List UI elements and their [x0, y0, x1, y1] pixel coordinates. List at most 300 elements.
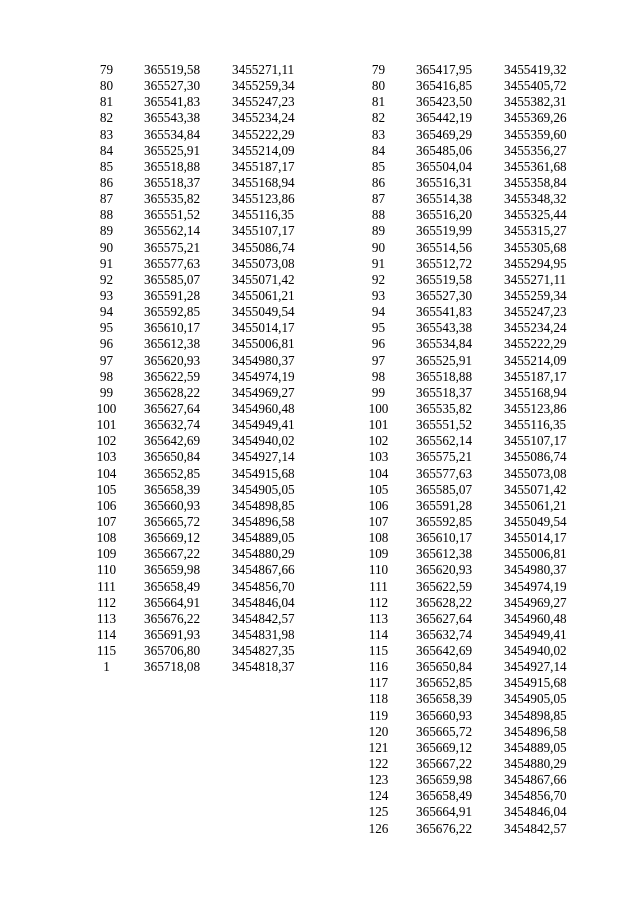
- table-row: [88, 240, 315, 256]
- point-number-cell: 80: [99, 78, 114, 94]
- x-coordinate-cell: 365612,38: [144, 336, 201, 352]
- y-coordinate-cell: 3454940,02: [504, 643, 567, 659]
- x-coordinate-cell: 365658,49: [416, 788, 473, 804]
- x-coordinate-cell: 365519,58: [416, 271, 473, 287]
- y-coordinate-cell: 3455168,94: [504, 384, 567, 400]
- y-coordinate-cell: 3455014,17: [232, 320, 295, 336]
- y-coordinate-cell: 3454898,85: [504, 707, 567, 723]
- x-coordinate-cell: 365562,14: [144, 223, 201, 239]
- y-coordinate-cell: 3454940,02: [232, 433, 295, 449]
- point-number-cell: 87: [99, 191, 114, 207]
- y-coordinate-cell: 3454880,29: [504, 756, 567, 772]
- y-coordinate-cell: 3454856,70: [232, 578, 295, 594]
- y-coordinate-cell: 3455107,17: [232, 223, 295, 239]
- x-coordinate-cell: 365577,63: [416, 465, 473, 481]
- point-number-cell: 89: [99, 223, 114, 239]
- x-coordinate-cell: 365628,22: [416, 594, 473, 610]
- table-row: [360, 466, 587, 482]
- point-number-cell: 1: [103, 659, 110, 675]
- point-number-cell: 125: [368, 804, 389, 820]
- table-row: [360, 740, 587, 756]
- x-coordinate-cell: 365543,38: [144, 110, 201, 126]
- y-coordinate-cell: 3454831,98: [232, 626, 295, 642]
- table-row: [360, 772, 587, 788]
- x-coordinate-cell: 365423,50: [416, 94, 473, 110]
- table-row: [360, 127, 587, 143]
- y-coordinate-cell: 3455168,94: [232, 174, 295, 190]
- table-row: [88, 336, 315, 352]
- y-coordinate-cell: 3454896,58: [232, 513, 295, 529]
- point-number-cell: 97: [99, 352, 114, 368]
- table-row: [360, 595, 587, 611]
- x-coordinate-cell: 365622,59: [144, 368, 201, 384]
- table-row: [360, 369, 587, 385]
- table-row: [88, 223, 315, 239]
- table-row: [88, 288, 315, 304]
- table-row: [360, 788, 587, 804]
- table-row: [360, 159, 587, 175]
- table-row: [88, 191, 315, 207]
- table-row: [360, 530, 587, 546]
- table-row: [360, 579, 587, 595]
- x-coordinate-cell: 365628,22: [144, 384, 201, 400]
- point-number-cell: 89: [371, 223, 386, 239]
- x-coordinate-cell: 365518,88: [144, 158, 201, 174]
- table-row: [360, 272, 587, 288]
- x-coordinate-cell: 365577,63: [144, 255, 201, 271]
- point-number-cell: 94: [371, 304, 386, 320]
- x-coordinate-cell: 365664,91: [144, 594, 201, 610]
- x-coordinate-cell: 365660,93: [416, 707, 473, 723]
- x-coordinate-cell: 365585,07: [416, 481, 473, 497]
- table-row: [88, 433, 315, 449]
- table-row: [360, 191, 587, 207]
- x-coordinate-cell: 365592,85: [144, 304, 201, 320]
- y-coordinate-cell: 3454960,48: [232, 400, 295, 416]
- x-coordinate-cell: 365519,99: [416, 223, 473, 239]
- table-row: [88, 611, 315, 627]
- y-coordinate-cell: 3455222,29: [232, 126, 295, 142]
- point-number-cell: 118: [368, 691, 389, 707]
- y-coordinate-cell: 3455086,74: [232, 239, 295, 255]
- point-number-cell: 112: [96, 594, 117, 610]
- x-coordinate-cell: 365504,04: [416, 158, 473, 174]
- x-coordinate-cell: 365591,28: [144, 287, 201, 303]
- table-row: [360, 385, 587, 401]
- point-number-cell: 82: [371, 110, 386, 126]
- table-row: [360, 143, 587, 159]
- x-coordinate-cell: 365620,93: [416, 562, 473, 578]
- y-coordinate-cell: 3454927,14: [504, 659, 567, 675]
- point-number-cell: 98: [371, 368, 386, 384]
- point-number-cell: 105: [368, 481, 389, 497]
- point-number-cell: 84: [371, 142, 386, 158]
- table-row: [88, 466, 315, 482]
- y-coordinate-cell: 3455107,17: [504, 433, 567, 449]
- x-coordinate-cell: 365518,37: [416, 384, 473, 400]
- table-row: [360, 562, 587, 578]
- y-coordinate-cell: 3454927,14: [232, 449, 295, 465]
- y-coordinate-cell: 3454818,37: [232, 659, 295, 675]
- point-number-cell: 108: [96, 530, 117, 546]
- table-row: [360, 110, 587, 126]
- point-number-cell: 86: [371, 174, 386, 190]
- y-coordinate-cell: 3454846,04: [232, 594, 295, 610]
- point-number-cell: 120: [368, 723, 389, 739]
- point-number-cell: 92: [99, 271, 114, 287]
- point-number-cell: 96: [371, 336, 386, 352]
- x-coordinate-cell: 365551,52: [416, 417, 473, 433]
- point-number-cell: 101: [368, 417, 389, 433]
- x-coordinate-cell: 365519,58: [144, 62, 201, 77]
- point-number-cell: 93: [99, 287, 114, 303]
- y-coordinate-cell: 3455071,42: [504, 481, 567, 497]
- x-coordinate-cell: 365525,91: [416, 352, 473, 368]
- x-coordinate-cell: 365585,07: [144, 271, 201, 287]
- x-coordinate-cell: 365642,69: [144, 433, 201, 449]
- point-number-cell: 122: [368, 756, 389, 772]
- y-coordinate-cell: 3455259,34: [232, 78, 295, 94]
- y-coordinate-cell: 3454905,05: [504, 691, 567, 707]
- point-number-cell: 98: [99, 368, 114, 384]
- x-coordinate-cell: 365417,95: [416, 62, 473, 77]
- point-number-cell: 88: [371, 207, 386, 223]
- table-row: [360, 724, 587, 740]
- y-coordinate-cell: 3454949,41: [232, 417, 295, 433]
- point-number-cell: 90: [371, 239, 386, 255]
- point-number-cell: 103: [96, 449, 117, 465]
- table-row: [360, 675, 587, 691]
- x-coordinate-cell: 365575,21: [144, 239, 201, 255]
- y-coordinate-cell: 3455049,54: [232, 304, 295, 320]
- point-number-cell: 109: [368, 546, 389, 562]
- y-coordinate-cell: 3455359,60: [504, 126, 567, 142]
- y-coordinate-cell: 3455071,42: [232, 271, 295, 287]
- table-row: [88, 272, 315, 288]
- table-row: [360, 756, 587, 772]
- table-row: [88, 143, 315, 159]
- x-coordinate-cell: 365518,88: [416, 368, 473, 384]
- y-coordinate-cell: 3454980,37: [504, 562, 567, 578]
- y-coordinate-cell: 3455061,21: [504, 497, 567, 513]
- y-coordinate-cell: 3454856,70: [504, 788, 567, 804]
- point-number-cell: 85: [99, 158, 114, 174]
- x-coordinate-cell: 365669,12: [416, 739, 473, 755]
- table-row: [360, 401, 587, 417]
- x-coordinate-cell: 365592,85: [416, 513, 473, 529]
- table-row: [360, 498, 587, 514]
- x-coordinate-cell: 365676,22: [144, 610, 201, 626]
- x-coordinate-cell: 365551,52: [144, 207, 201, 223]
- point-number-cell: 114: [368, 626, 389, 642]
- point-number-cell: 80: [371, 78, 386, 94]
- point-number-cell: 92: [371, 271, 386, 287]
- y-coordinate-cell: 3455123,86: [232, 191, 295, 207]
- x-coordinate-cell: 365658,49: [144, 578, 201, 594]
- x-coordinate-cell: 365543,38: [416, 320, 473, 336]
- y-coordinate-cell: 3455234,24: [232, 110, 295, 126]
- y-coordinate-cell: 3455315,27: [504, 223, 567, 239]
- table-row: [88, 385, 315, 401]
- x-coordinate-cell: 365658,39: [416, 691, 473, 707]
- x-coordinate-cell: 365612,38: [416, 546, 473, 562]
- table-row: [360, 304, 587, 320]
- x-coordinate-cell: 365669,12: [144, 530, 201, 546]
- y-coordinate-cell: 3454980,37: [232, 352, 295, 368]
- point-number-cell: 82: [99, 110, 114, 126]
- table-row: [88, 353, 315, 369]
- point-number-cell: 119: [368, 707, 389, 723]
- table-row: [88, 449, 315, 465]
- x-coordinate-cell: 365610,17: [416, 530, 473, 546]
- table-row: [88, 127, 315, 143]
- point-number-cell: 103: [368, 449, 389, 465]
- point-number-cell: 100: [96, 400, 117, 416]
- coordinates-table-right: [360, 62, 587, 837]
- table-row: [360, 78, 587, 94]
- y-coordinate-cell: 3455006,81: [504, 546, 567, 562]
- point-number-cell: 83: [371, 126, 386, 142]
- y-coordinate-cell: 3455234,24: [504, 320, 567, 336]
- y-coordinate-cell: 3455187,17: [504, 368, 567, 384]
- x-coordinate-cell: 365516,31: [416, 174, 473, 190]
- point-number-cell: 104: [96, 465, 117, 481]
- point-number-cell: 102: [368, 433, 389, 449]
- point-number-cell: 106: [96, 497, 117, 513]
- table-row: [88, 110, 315, 126]
- x-coordinate-cell: 365632,74: [416, 626, 473, 642]
- y-coordinate-cell: 3455073,08: [232, 255, 295, 271]
- y-coordinate-cell: 3455382,31: [504, 94, 567, 110]
- table-row: [88, 94, 315, 110]
- point-number-cell: 126: [368, 820, 389, 836]
- table-row: [88, 159, 315, 175]
- table-row: [360, 353, 587, 369]
- y-coordinate-cell: 3454898,85: [232, 497, 295, 513]
- x-coordinate-cell: 365718,08: [144, 659, 201, 675]
- table-row: [88, 62, 315, 78]
- table-row: [360, 417, 587, 433]
- table-row: [360, 546, 587, 562]
- point-number-cell: 124: [368, 788, 389, 804]
- table-row: [360, 514, 587, 530]
- point-number-cell: 106: [368, 497, 389, 513]
- point-number-cell: 95: [99, 320, 114, 336]
- table-row: [88, 627, 315, 643]
- point-number-cell: 111: [369, 578, 388, 594]
- table-row: [360, 691, 587, 707]
- y-coordinate-cell: 3455123,86: [504, 400, 567, 416]
- table-row: [88, 482, 315, 498]
- table-row: [88, 417, 315, 433]
- x-coordinate-cell: 365632,74: [144, 417, 201, 433]
- x-coordinate-cell: 365514,56: [416, 239, 473, 255]
- table-row: [88, 579, 315, 595]
- point-number-cell: 94: [99, 304, 114, 320]
- point-number-cell: 110: [368, 562, 389, 578]
- point-number-cell: 101: [96, 417, 117, 433]
- x-coordinate-cell: 365527,30: [416, 287, 473, 303]
- x-coordinate-cell: 365660,93: [144, 497, 201, 513]
- x-coordinate-cell: 365518,37: [144, 174, 201, 190]
- table-row: [360, 175, 587, 191]
- point-number-cell: 115: [96, 643, 117, 659]
- y-coordinate-cell: 3454842,57: [504, 820, 567, 836]
- x-coordinate-cell: 365525,91: [144, 142, 201, 158]
- table-row: [88, 498, 315, 514]
- point-number-cell: 84: [99, 142, 114, 158]
- point-number-cell: 83: [99, 126, 114, 142]
- x-coordinate-cell: 365642,69: [416, 643, 473, 659]
- table-row: [360, 708, 587, 724]
- y-coordinate-cell: 3455294,95: [504, 255, 567, 271]
- y-coordinate-cell: 3455086,74: [504, 449, 567, 465]
- x-coordinate-cell: 365562,14: [416, 433, 473, 449]
- table-row: [360, 336, 587, 352]
- x-coordinate-cell: 365516,20: [416, 207, 473, 223]
- x-coordinate-cell: 365667,22: [416, 756, 473, 772]
- table-row: [88, 320, 315, 336]
- y-coordinate-cell: 3455116,35: [504, 417, 567, 433]
- x-coordinate-cell: 365667,22: [144, 546, 201, 562]
- y-coordinate-cell: 3455116,35: [232, 207, 295, 223]
- x-coordinate-cell: 365658,39: [144, 481, 201, 497]
- table-row: [88, 304, 315, 320]
- y-coordinate-cell: 3454842,57: [232, 610, 295, 626]
- x-coordinate-cell: 365534,84: [416, 336, 473, 352]
- y-coordinate-cell: 3454915,68: [504, 675, 567, 691]
- x-coordinate-cell: 365527,30: [144, 78, 201, 94]
- point-number-cell: 97: [371, 352, 386, 368]
- y-coordinate-cell: 3455006,81: [232, 336, 295, 352]
- table-row: [88, 595, 315, 611]
- table-row: [360, 821, 587, 837]
- x-coordinate-cell: 365534,84: [144, 126, 201, 142]
- table-row: [88, 175, 315, 191]
- table-row: [360, 240, 587, 256]
- point-number-cell: 107: [96, 513, 117, 529]
- y-coordinate-cell: 3454949,41: [504, 626, 567, 642]
- table-row: [88, 256, 315, 272]
- point-number-cell: 81: [99, 94, 114, 110]
- x-coordinate-cell: 365620,93: [144, 352, 201, 368]
- y-coordinate-cell: 3454969,27: [504, 594, 567, 610]
- point-number-cell: 114: [96, 626, 117, 642]
- table-row: [88, 78, 315, 94]
- point-number-cell: 117: [368, 675, 389, 691]
- x-coordinate-cell: 365541,83: [416, 304, 473, 320]
- point-number-cell: 85: [371, 158, 386, 174]
- x-coordinate-cell: 365627,64: [416, 610, 473, 626]
- y-coordinate-cell: 3455419,32: [504, 62, 567, 77]
- y-coordinate-cell: 3454974,19: [232, 368, 295, 384]
- point-number-cell: 87: [371, 191, 386, 207]
- y-coordinate-cell: 3454846,04: [504, 804, 567, 820]
- x-coordinate-cell: 365610,17: [144, 320, 201, 336]
- x-coordinate-cell: 365627,64: [144, 400, 201, 416]
- y-coordinate-cell: 3454969,27: [232, 384, 295, 400]
- point-number-cell: 110: [96, 562, 117, 578]
- x-coordinate-cell: 365665,72: [416, 723, 473, 739]
- table-row: [360, 256, 587, 272]
- y-coordinate-cell: 3455049,54: [504, 513, 567, 529]
- table-row: [360, 804, 587, 820]
- point-number-cell: 90: [99, 239, 114, 255]
- point-number-cell: 91: [99, 255, 114, 271]
- table-row: [360, 223, 587, 239]
- table-row: [360, 482, 587, 498]
- point-number-cell: 121: [368, 739, 389, 755]
- y-coordinate-cell: 3455369,26: [504, 110, 567, 126]
- point-number-cell: 109: [96, 546, 117, 562]
- y-coordinate-cell: 3455358,84: [504, 174, 567, 190]
- y-coordinate-cell: 3455061,21: [232, 287, 295, 303]
- table-row: [88, 530, 315, 546]
- table-row: [88, 401, 315, 417]
- y-coordinate-cell: 3455222,29: [504, 336, 567, 352]
- point-number-cell: 104: [368, 465, 389, 481]
- point-number-cell: 108: [368, 530, 389, 546]
- y-coordinate-cell: 3454889,05: [504, 739, 567, 755]
- point-number-cell: 88: [99, 207, 114, 223]
- x-coordinate-cell: 365485,06: [416, 142, 473, 158]
- point-number-cell: 95: [371, 320, 386, 336]
- table-row: [360, 659, 587, 675]
- point-number-cell: 81: [371, 94, 386, 110]
- y-coordinate-cell: 3454915,68: [232, 465, 295, 481]
- y-coordinate-cell: 3455073,08: [504, 465, 567, 481]
- point-number-cell: 91: [371, 255, 386, 271]
- point-number-cell: 123: [368, 772, 389, 788]
- table-row: [88, 207, 315, 223]
- x-coordinate-cell: 365691,93: [144, 626, 201, 642]
- table-row: [88, 369, 315, 385]
- point-number-cell: 79: [99, 62, 114, 77]
- y-coordinate-cell: 3455271,11: [232, 62, 295, 77]
- point-number-cell: 99: [371, 384, 386, 400]
- x-coordinate-cell: 365442,19: [416, 110, 473, 126]
- x-coordinate-cell: 365622,59: [416, 578, 473, 594]
- x-coordinate-cell: 365514,38: [416, 191, 473, 207]
- point-number-cell: 107: [368, 513, 389, 529]
- table-row: [88, 643, 315, 659]
- y-coordinate-cell: 3454974,19: [504, 578, 567, 594]
- x-coordinate-cell: 365664,91: [416, 804, 473, 820]
- point-number-cell: 105: [96, 481, 117, 497]
- y-coordinate-cell: 3455247,23: [504, 304, 567, 320]
- y-coordinate-cell: 3454867,66: [232, 562, 295, 578]
- x-coordinate-cell: 365659,98: [416, 772, 473, 788]
- point-number-cell: 100: [368, 400, 389, 416]
- y-coordinate-cell: 3455214,09: [504, 352, 567, 368]
- y-coordinate-cell: 3455305,68: [504, 239, 567, 255]
- x-coordinate-cell: 365652,85: [416, 675, 473, 691]
- x-coordinate-cell: 365535,82: [416, 400, 473, 416]
- y-coordinate-cell: 3455214,09: [232, 142, 295, 158]
- x-coordinate-cell: 365659,98: [144, 562, 201, 578]
- x-coordinate-cell: 365416,85: [416, 78, 473, 94]
- y-coordinate-cell: 3455348,32: [504, 191, 567, 207]
- x-coordinate-cell: 365650,84: [416, 659, 473, 675]
- table-row: [360, 320, 587, 336]
- y-coordinate-cell: 3454889,05: [232, 530, 295, 546]
- x-coordinate-cell: 365652,85: [144, 465, 201, 481]
- table-row: [360, 449, 587, 465]
- table-row: [88, 514, 315, 530]
- table-row: [88, 562, 315, 578]
- x-coordinate-cell: 365676,22: [416, 820, 473, 836]
- y-coordinate-cell: 3455356,27: [504, 142, 567, 158]
